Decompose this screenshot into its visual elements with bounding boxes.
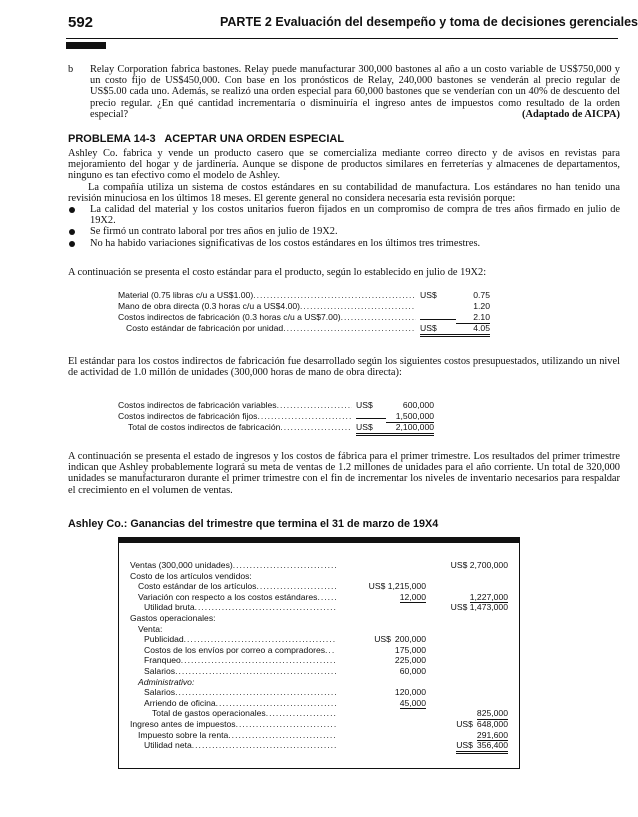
problem-paragraph-4: El estándar para los costos indirectos de fabricación fue desarrollado según los siguientes costos presupuestados, utilizando un nivel de actividad de 1.0 millón de unidades (300,000 horas de mano de obra directa):: [68, 356, 620, 379]
part-title: Evaluación del desempeño y toma de decisiones gerenciales: [275, 15, 638, 29]
table-row-total: Utilidad neta ..... US$ 356,400: [130, 740, 508, 751]
part-label: PARTE 2: [220, 15, 272, 29]
table-row: Salarios ..... 120,000: [130, 687, 508, 698]
problem-title: PROBLEMA 14-3 ACEPTAR UNA ORDEN ESPECIAL: [68, 133, 345, 145]
item-b-label: b: [68, 64, 74, 75]
problem-paragraph-3: A continuación se presenta el costo estándar para el producto, según lo establecido en julio de 19X2:: [68, 267, 487, 278]
table-row: Costos indirectos de fabricación fijos ..... 1,500,000: [118, 411, 434, 422]
problem-body: [68, 148, 620, 249]
problem-paragraph-5: A continuación se presenta el estado de ingresos y los costos de fábrica para el primer trimestre. Los resultados del primer trimestre indican que Ashley probablemente logrará su meta de ventas de 1.2 millones de unidades para el año corriente. Un total de 320,000 unidades se manufacturaron durante el primer trimestre con el fin de incrementar los niveles de inventario necesarios para respaldar el crecimiento en el volumen de ventas.: [68, 451, 620, 496]
income-statement-box-bar: [118, 537, 520, 543]
table-row: Impuesto sobre la renta ..... 291,600: [130, 730, 508, 741]
table-row: Costo de los artículos vendidos:: [130, 570, 252, 581]
list-item: La calidad del material y los costos unitarios fueron fijados en un compromiso de compra de tres años firmado en julio de 19X2.: [68, 204, 620, 226]
table-row: Ventas (300,000 unidades) ..... US$ 2,700,000: [130, 560, 508, 571]
item-b-source: (Adaptado de AICPA): [522, 108, 620, 120]
income-statement: [130, 560, 508, 751]
table-row: Gastos operacionales:: [130, 612, 216, 623]
table-row: Ingreso antes de impuestos ..... US$ 648,000: [130, 719, 508, 730]
table-row-total: Costo estándar de fabricación por unidad ..... US$ 4.05: [118, 323, 490, 334]
item-b-text: Relay Corporation fabrica bastones. Relay puede manufacturar 300,000 bastones al año a un costo variable de US$750,000 y un costo fijo de US$450,000. Con base en los pronósticos de Relay, 240,000 bastones se venderán al precio regular de US$5.00 cada uno. Además, se realizó una orden especial para 60,000 bastones que se venderían con un 40% de descuento del precio regular. ¿En qué cantidad incrementaría o disminuiría el ingreso antes de impuestos como resultado de la orden especial?: [90, 64, 620, 120]
table-row: Franqueo ..... 225,000: [130, 655, 508, 666]
table-row: Variación con respecto a los costos estándares ..... 12,000 1,227,000: [130, 592, 508, 603]
table-row: Costos indirectos de fabricación (0.3 horas c/u a US$7.00) ..... 2.10: [118, 312, 490, 323]
table-row: Administrativo:: [138, 676, 195, 687]
header-tab-mark: [66, 42, 106, 49]
problem-paragraph-2: La compañía utiliza un sistema de costos estándares en su contabilidad de manufactura. Los estándares no han tenido una revisión minuciosa en los últimos 18 meses. El gerente general no considera necesaria esta revisión porque:: [68, 181, 620, 204]
page-number: 592: [68, 14, 94, 31]
table-row: Venta:: [138, 623, 163, 634]
table-row-total: Total de costos indirectos de fabricación ..... US$ 2,100,000: [118, 422, 434, 433]
table-row: Salarios ..... 60,000: [130, 666, 508, 677]
item-b: [68, 64, 620, 120]
table-row: Total de gastos operacionales ..... 825,000: [130, 708, 508, 719]
reasons-list: [68, 204, 620, 249]
table-row: Mano de obra directa (0.3 horas c/u a US$4.00) ..... 1.20: [118, 301, 490, 312]
table-row: Arriendo de oficina ..... 45,000: [130, 698, 508, 709]
standard-cost-table: [118, 290, 490, 334]
list-item: No ha habido variaciones significativas de los costos estándares en los últimos tres trimestres.: [68, 238, 620, 249]
table-row: Material (0.75 libras c/u a US$1.00) ..... US$ 0.75: [118, 290, 490, 301]
table-row: Utilidad bruta ..... US$ 1,473,000: [130, 602, 508, 613]
header-rule: [66, 38, 618, 39]
list-item: Se firmó un contrato laboral por tres años en julio de 19X2.: [68, 226, 620, 237]
income-statement-title: Ashley Co.: Ganancias del trimestre que termina el 31 de marzo de 19X4: [68, 518, 439, 530]
running-header: [220, 15, 638, 29]
problem-paragraph-1: Ashley Co. fabrica y vende un producto casero que se comercializa mediante correo directo y de avisos en revistas para mejoramiento del hogar y de jardinería. Aunque se dispone de productos similares en ferreterías y almacenes de departamentos, ninguno es tan efectivo como el modelo de Ashley.: [68, 148, 620, 182]
table-row: Costos indirectos de fabricación variables ..... US$ 600,000: [118, 400, 434, 411]
table-row: Costos de los envíos por correo a compradores ..... 175,000: [130, 645, 508, 656]
overhead-budget-table: [118, 400, 434, 433]
table-row: Costo estándar de los artículos ..... US$ 1,215,000: [130, 581, 508, 592]
table-row: Publicidad ..... US$ 200,000: [130, 634, 508, 645]
